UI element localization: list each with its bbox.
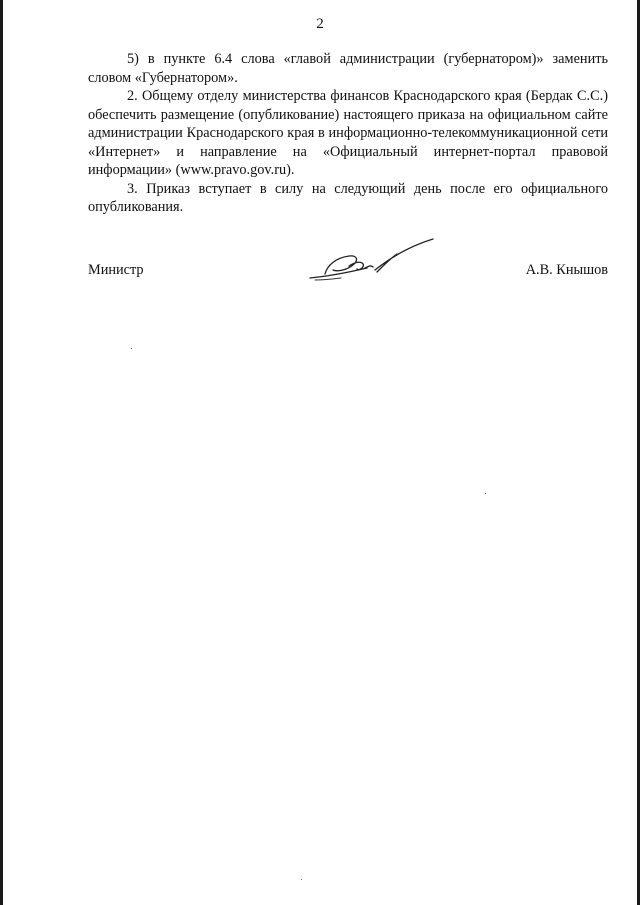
scan-speck: [301, 879, 302, 880]
paragraph-3-entry-into-force: 3. Приказ вступает в силу на следующий день после его официального опубликования.: [88, 180, 608, 215]
paragraph-2-publication: 2. Общему отделу министерства финансов Краснодарского края (Бердак С.С.) обеспечить размещение (опубликование) настоящего приказа на официальном сайте администрации Краснодарского края в информационно-телекоммуникационной сети «Интернет» и направление на «Официальный интернет-портал правовой информации» (www.pravo.gov.ru).: [88, 88, 608, 178]
scan-speck: [485, 493, 486, 494]
paragraph-item-5: 5) в пункте 6.4 слова «главой администрации (губернатором)» заменить словом «Губернатором».: [88, 51, 608, 86]
document-body: [88, 50, 608, 217]
scan-speck: [131, 348, 132, 349]
signer-name: А.В. Кнышов: [525, 262, 608, 278]
page-number: 2: [316, 16, 324, 32]
signer-position: Министр: [88, 262, 144, 278]
scan-edge-left: [0, 0, 3, 905]
handwritten-signature: [305, 236, 440, 286]
